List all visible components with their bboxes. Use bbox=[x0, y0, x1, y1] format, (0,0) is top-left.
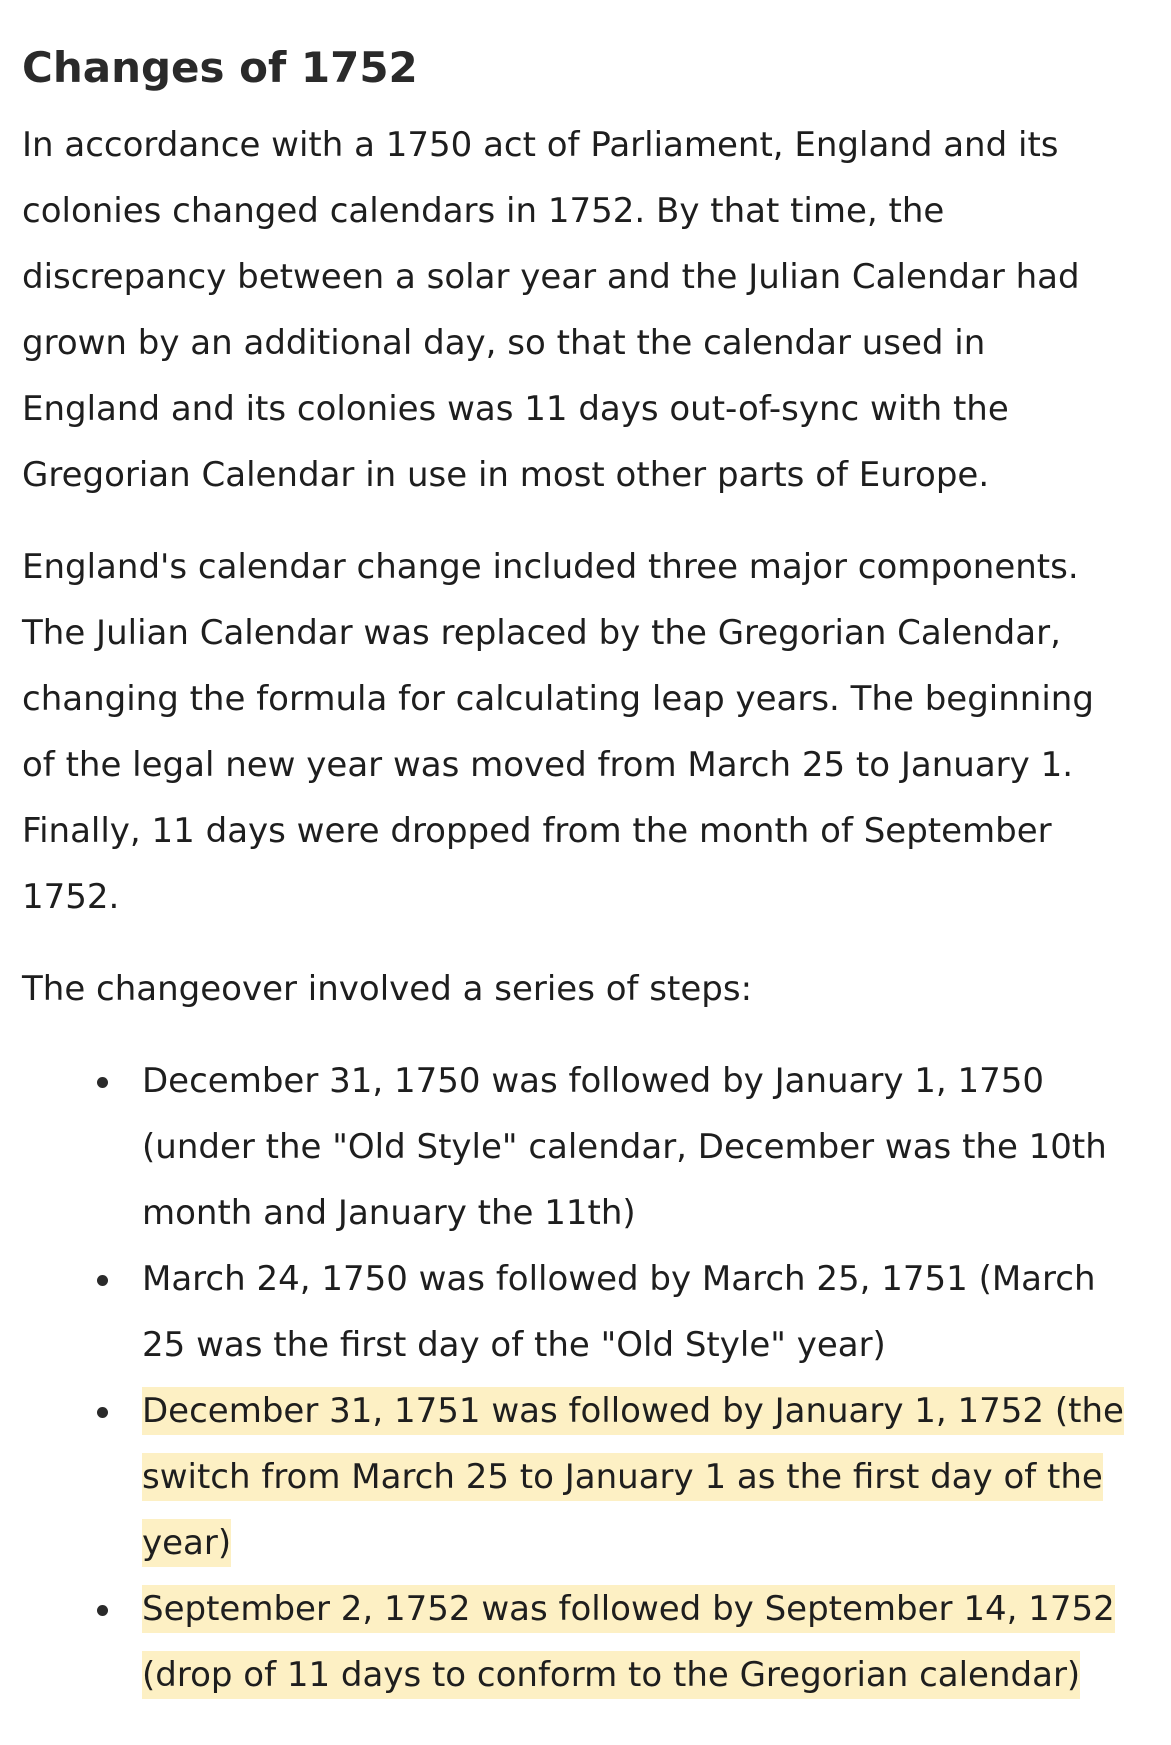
step-text: December 31, 1750 was followed by January 1, 1750 (under the "Old Style" calendar, December was the 10th month and January the 11th) bbox=[142, 1061, 1107, 1233]
paragraph-calendar-components: England's calendar change included three major components. The Julian Calendar was replaced by the Gregorian Calendar, changing the formula for calculating leap years. The beginning of the legal new year was moved from March 25 to January 1. Finally, 11 days were dropped from the month of September 1752. bbox=[22, 547, 1094, 917]
list-item bbox=[142, 1576, 1131, 1708]
list-item bbox=[142, 1048, 1131, 1246]
highlighted-step-text: September 2, 1752 was followed by September 14, 1752 (drop of 11 days to conform to the Gregorian calendar) bbox=[142, 1585, 1115, 1699]
step-text: March 24, 1750 was followed by March 25, 1751 (March 25 was the first day of the "Old Style" year) bbox=[142, 1259, 1096, 1365]
section-title: Changes of 1752 bbox=[22, 43, 418, 92]
changeover-steps-list bbox=[22, 1048, 1131, 1708]
paragraph-changeover-intro: The changeover involved a series of steps: bbox=[22, 969, 753, 1009]
list-item bbox=[142, 1246, 1131, 1378]
highlighted-step-text: December 31, 1751 was followed by January 1, 1752 (the switch from March 25 to January 1 as the first day of the year) bbox=[142, 1387, 1124, 1567]
paragraph-act-of-parliament: In accordance with a 1750 act of Parliament, England and its colonies changed calendars in 1752. By that time, the discrepancy between a solar year and the Julian Calendar had grown by an additional day, so that the calendar used in England and its colonies was 11 days out-of-sync with the Gregorian Calendar in use in most other parts of Europe. bbox=[22, 125, 1080, 495]
list-item bbox=[142, 1378, 1131, 1576]
